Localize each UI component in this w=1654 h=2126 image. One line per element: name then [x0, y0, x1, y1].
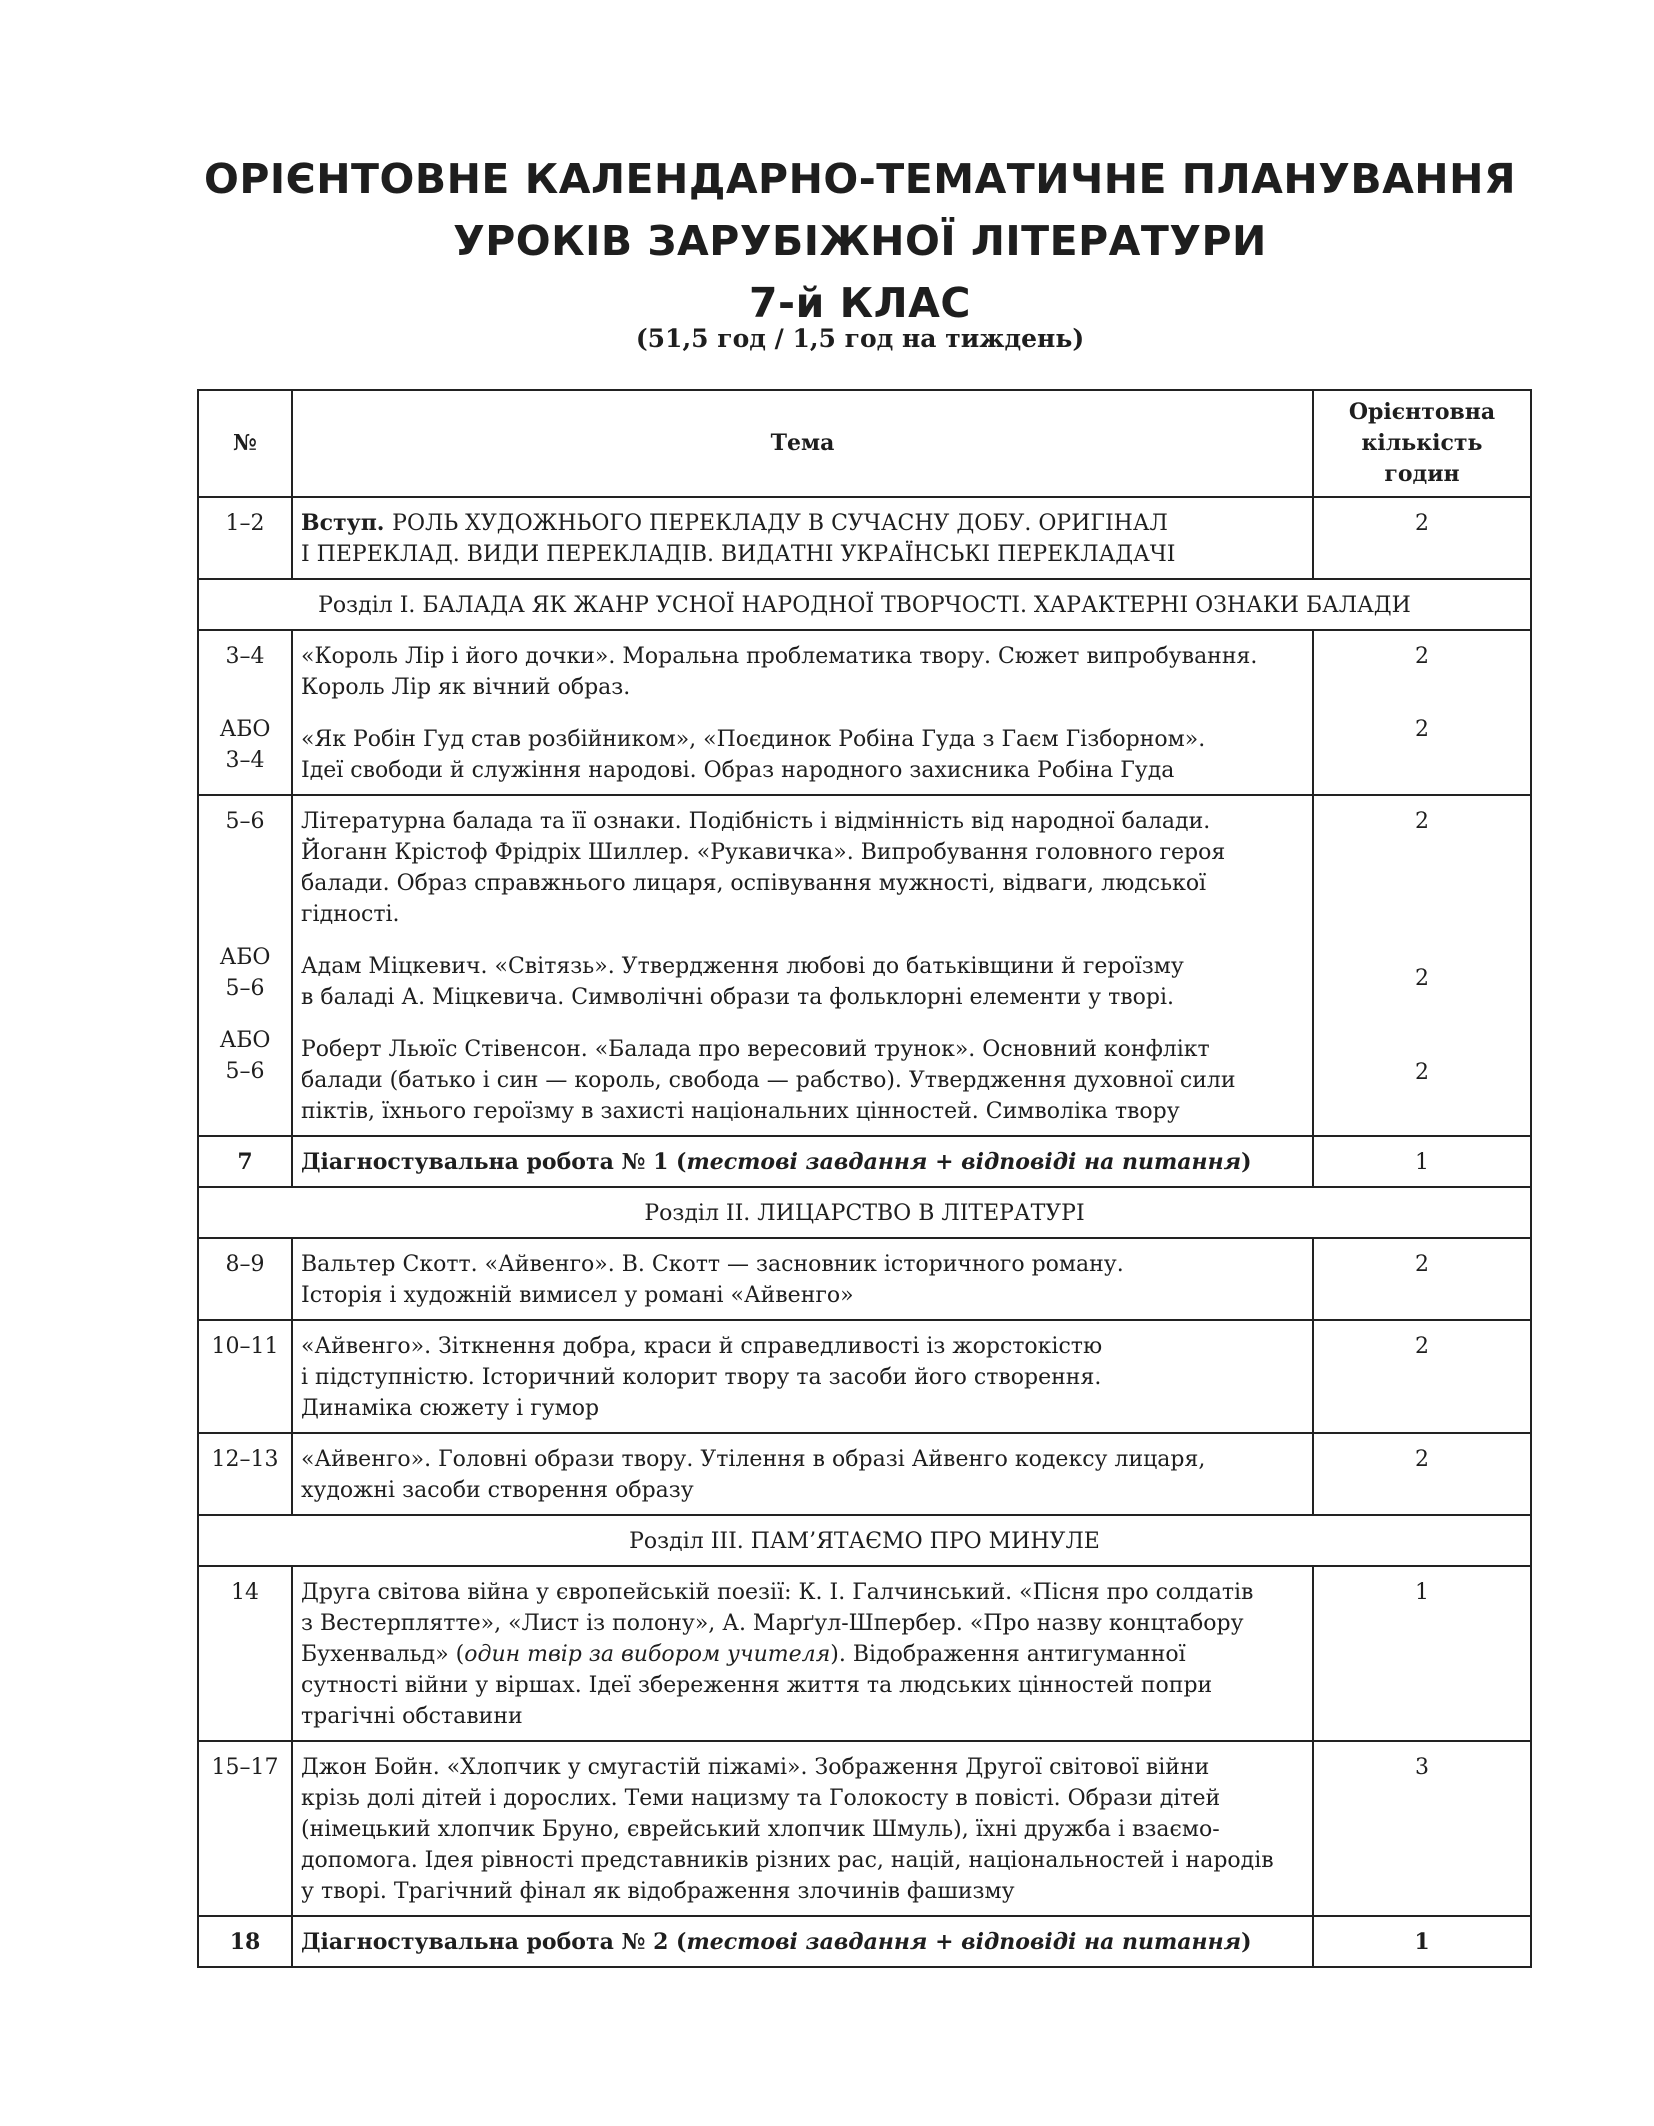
table-row-diagnostic-1	[198, 1136, 1531, 1187]
diagnostic-details: тестові завдання + відповіді на питання	[686, 1149, 1242, 1175]
topic-line: і підступністю. Історичний колорит твору та засоби його створення.	[301, 1365, 1102, 1390]
section-row-2	[198, 1187, 1531, 1238]
row-number: 8–9	[198, 1238, 292, 1320]
entry-number: 3–4	[225, 644, 265, 669]
topic-line: піктів, їхнього героїзму в захисті національних цінностей. Символіка твору	[301, 1099, 1180, 1124]
diagnostic-title: Діагностувальна робота № 2 (	[301, 1929, 687, 1955]
topic-entry	[301, 951, 1304, 1013]
header-topic: Тема	[292, 390, 1313, 497]
topic-line: балади. Образ справжнього лицаря, оспівування мужності, відваги, людської	[301, 871, 1207, 896]
row-number: 15–17	[198, 1741, 292, 1916]
entry-hours: 2	[1415, 1060, 1429, 1085]
header-number: №	[198, 390, 292, 497]
table-row-8-9	[198, 1238, 1531, 1320]
row-hours: 2	[1313, 1320, 1531, 1433]
row-topic	[292, 1320, 1313, 1433]
entry-hours: 2	[1415, 809, 1429, 834]
topic-line: крізь долі дітей і дорослих. Теми нацизму та Голокосту в повісті. Образи дітей	[301, 1786, 1221, 1811]
row-topic	[292, 1566, 1313, 1741]
row-hours: 3	[1313, 1741, 1531, 1916]
topic-text: Бухенвальд» (	[301, 1642, 465, 1667]
topic-line: «Айвенго». Зіткнення добра, краси й справедливості із жорстокістю	[301, 1334, 1103, 1359]
topic-line: в баладі А. Міцкевича. Символічні образи та фольклорні елементи у творі.	[301, 985, 1174, 1010]
topic-line: «Як Робін Гуд став розбійником», «Поєдинок Робіна Гуда з Гаєм Гізборном».	[301, 727, 1206, 752]
row-topic	[292, 630, 1313, 795]
header-hours-line-1: Орієнтовна	[1348, 399, 1496, 425]
diagnostic-details: тестові завдання + відповіді на питання	[686, 1929, 1242, 1955]
entry-or-label: АБО	[219, 717, 271, 742]
title-line-1: ОРІЄНТОВНЕ КАЛЕНДАРНО-ТЕМАТИЧНЕ ПЛАНУВАННЯ	[203, 155, 1517, 203]
topic-entry	[301, 724, 1304, 786]
table-row-3-4	[198, 630, 1531, 795]
table-row-12-13	[198, 1433, 1531, 1515]
row-hours: 2	[1313, 497, 1531, 579]
row-hours: 1	[1313, 1916, 1531, 1967]
entry-number: 5–6	[225, 976, 265, 1001]
section-title: Розділ І. БАЛАДА ЯК ЖАНР УСНОЇ НАРОДНОЇ ТВОРЧОСТІ. ХАРАКТЕРНІ ОЗНАКИ БАЛАДИ	[198, 579, 1531, 630]
row-topic	[292, 497, 1313, 579]
row-number: 1–2	[198, 497, 292, 579]
table-row-diagnostic-2	[198, 1916, 1531, 1967]
title-line-2: УРОКІВ ЗАРУБІЖНОЇ ЛІТЕРАТУРИ	[453, 217, 1267, 265]
topic-line: допомога. Ідея рівності представників різних рас, націй, національностей і народів	[301, 1848, 1274, 1873]
topic-entry	[301, 1034, 1304, 1127]
row-number	[198, 795, 292, 1136]
header-hours	[1313, 390, 1531, 497]
section-title: Розділ ІІІ. ПАМ’ЯТАЄМО ПРО МИНУЛЕ	[198, 1515, 1531, 1566]
planning-table	[197, 389, 1532, 1968]
table-row-intro	[198, 497, 1531, 579]
topic-line: Адам Міцкевич. «Світязь». Утвердження любові до батьківщини й героїзму	[301, 954, 1184, 979]
row-topic	[292, 795, 1313, 1136]
topic-line: Король Лір як вічний образ.	[301, 675, 631, 700]
row-number: 10–11	[198, 1320, 292, 1433]
entry-hours: 2	[1415, 966, 1429, 991]
topic-line: Йоганн Крістоф Фрідріх Шиллер. «Рукавичка». Випробування головного героя	[301, 840, 1226, 865]
diagnostic-title: Діагностувальна робота № 1 (	[301, 1149, 687, 1175]
topic-line: Джон Бойн. «Хлопчик у смугастій піжамі». Зображення Другої світової війни	[301, 1755, 1210, 1780]
topic-line: Друга світова війна у європейській поезії: К. І. Галчинський. «Пісня про солдатів	[301, 1580, 1254, 1605]
topic-entry	[301, 641, 1304, 703]
topic-line: Історія і художній вимисел у романі «Айвенго»	[301, 1283, 854, 1308]
topic-line: художні засоби створення образу	[301, 1478, 694, 1503]
entry-hours: 2	[1415, 644, 1429, 669]
topic-line: з Вестерплятте», «Лист із полону», А. Марґул-Шпербер. «Про назву концтабору	[301, 1611, 1244, 1636]
row-hours	[1313, 795, 1531, 1136]
row-hours: 1	[1313, 1566, 1531, 1741]
topic-note: один твір за вибором учителя	[464, 1642, 831, 1667]
entry-number: 3–4	[225, 748, 265, 773]
entry-number: 5–6	[225, 1059, 265, 1084]
table-row-5-6	[198, 795, 1531, 1136]
section-row-3	[198, 1515, 1531, 1566]
topic-line	[301, 508, 1304, 539]
table-header-row	[198, 390, 1531, 497]
row-number: 18	[198, 1916, 292, 1967]
entry-number: 5–6	[225, 809, 265, 834]
topic-line: сутності війни у віршах. Ідеї збереження життя та людських цінностей попри	[301, 1673, 1213, 1698]
section-title: Розділ ІІ. ЛИЦАРСТВО В ЛІТЕРАТУРІ	[198, 1187, 1531, 1238]
row-hours: 2	[1313, 1238, 1531, 1320]
row-topic	[292, 1136, 1313, 1187]
topic-line: «Айвенго». Головні образи твору. Утілення в образі Айвенго кодексу лицаря,	[301, 1447, 1206, 1472]
section-row-1	[198, 579, 1531, 630]
diagnostic-close: )	[1241, 1929, 1252, 1955]
table-row-15-17	[198, 1741, 1531, 1916]
topic-line	[301, 1639, 1304, 1670]
topic-line: Динаміка сюжету і гумор	[301, 1396, 600, 1421]
row-number: 12–13	[198, 1433, 292, 1515]
title-line-3: 7-й КЛАС	[749, 279, 971, 327]
entry-or-label: АБО	[219, 1028, 271, 1053]
topic-text: РОЛЬ ХУДОЖНЬОГО ПЕРЕКЛАДУ В СУЧАСНУ ДОБУ. ОРИГІНАЛ	[392, 511, 1168, 536]
topic-line: І ПЕРЕКЛАД. ВИДИ ПЕРЕКЛАДІВ. ВИДАТНІ УКРАЇНСЬКІ ПЕРЕКЛАДАЧІ	[301, 542, 1176, 567]
topic-prefix: Вступ.	[301, 510, 393, 536]
row-number: 14	[198, 1566, 292, 1741]
row-hours: 1	[1313, 1136, 1531, 1187]
topic-line: у творі. Трагічний фінал як відображення злочинів фашизму	[301, 1879, 1015, 1904]
hours-subtitle: (51,5 год / 1,5 год на тиждень)	[635, 324, 1085, 353]
entry-hours: 2	[1415, 717, 1429, 742]
row-number: 7	[198, 1136, 292, 1187]
entry-or-label: АБО	[219, 945, 271, 970]
document-title	[0, 148, 1654, 334]
row-hours	[1313, 630, 1531, 795]
row-hours: 2	[1313, 1433, 1531, 1515]
topic-line: Ідеї свободи й служіння народові. Образ народного захисника Робіна Гуда	[301, 758, 1175, 783]
row-topic	[292, 1916, 1313, 1967]
header-hours-line-2: кількість годин	[1361, 430, 1483, 487]
diagnostic-close: )	[1241, 1149, 1252, 1175]
topic-line: гідності.	[301, 902, 400, 927]
topic-text: ). Відображення антигуманної	[830, 1642, 1186, 1667]
table-row-14	[198, 1566, 1531, 1741]
table-row-10-11	[198, 1320, 1531, 1433]
row-topic	[292, 1433, 1313, 1515]
row-topic	[292, 1741, 1313, 1916]
topic-entry	[301, 806, 1304, 930]
topic-line: Літературна балада та її ознаки. Подібність і відмінність від народної балади.	[301, 809, 1211, 834]
topic-line: трагічні обставини	[301, 1704, 523, 1729]
topic-line: Вальтер Скотт. «Айвенго». В. Скотт — засновник історичного роману.	[301, 1252, 1124, 1277]
topic-line: балади (батько і син — король, свобода — рабство). Утвердження духовної сили	[301, 1068, 1236, 1093]
topic-line: (німецький хлопчик Бруно, єврейський хлопчик Шмуль), їхні дружба і взаємо-	[301, 1817, 1220, 1842]
topic-line: Роберт Льюїс Стівенсон. «Балада про вересовий трунок». Основний конфлікт	[301, 1037, 1210, 1062]
topic-line: «Король Лір і його дочки». Моральна проблематика твору. Сюжет випробування.	[301, 644, 1258, 669]
row-number	[198, 630, 292, 795]
row-topic	[292, 1238, 1313, 1320]
